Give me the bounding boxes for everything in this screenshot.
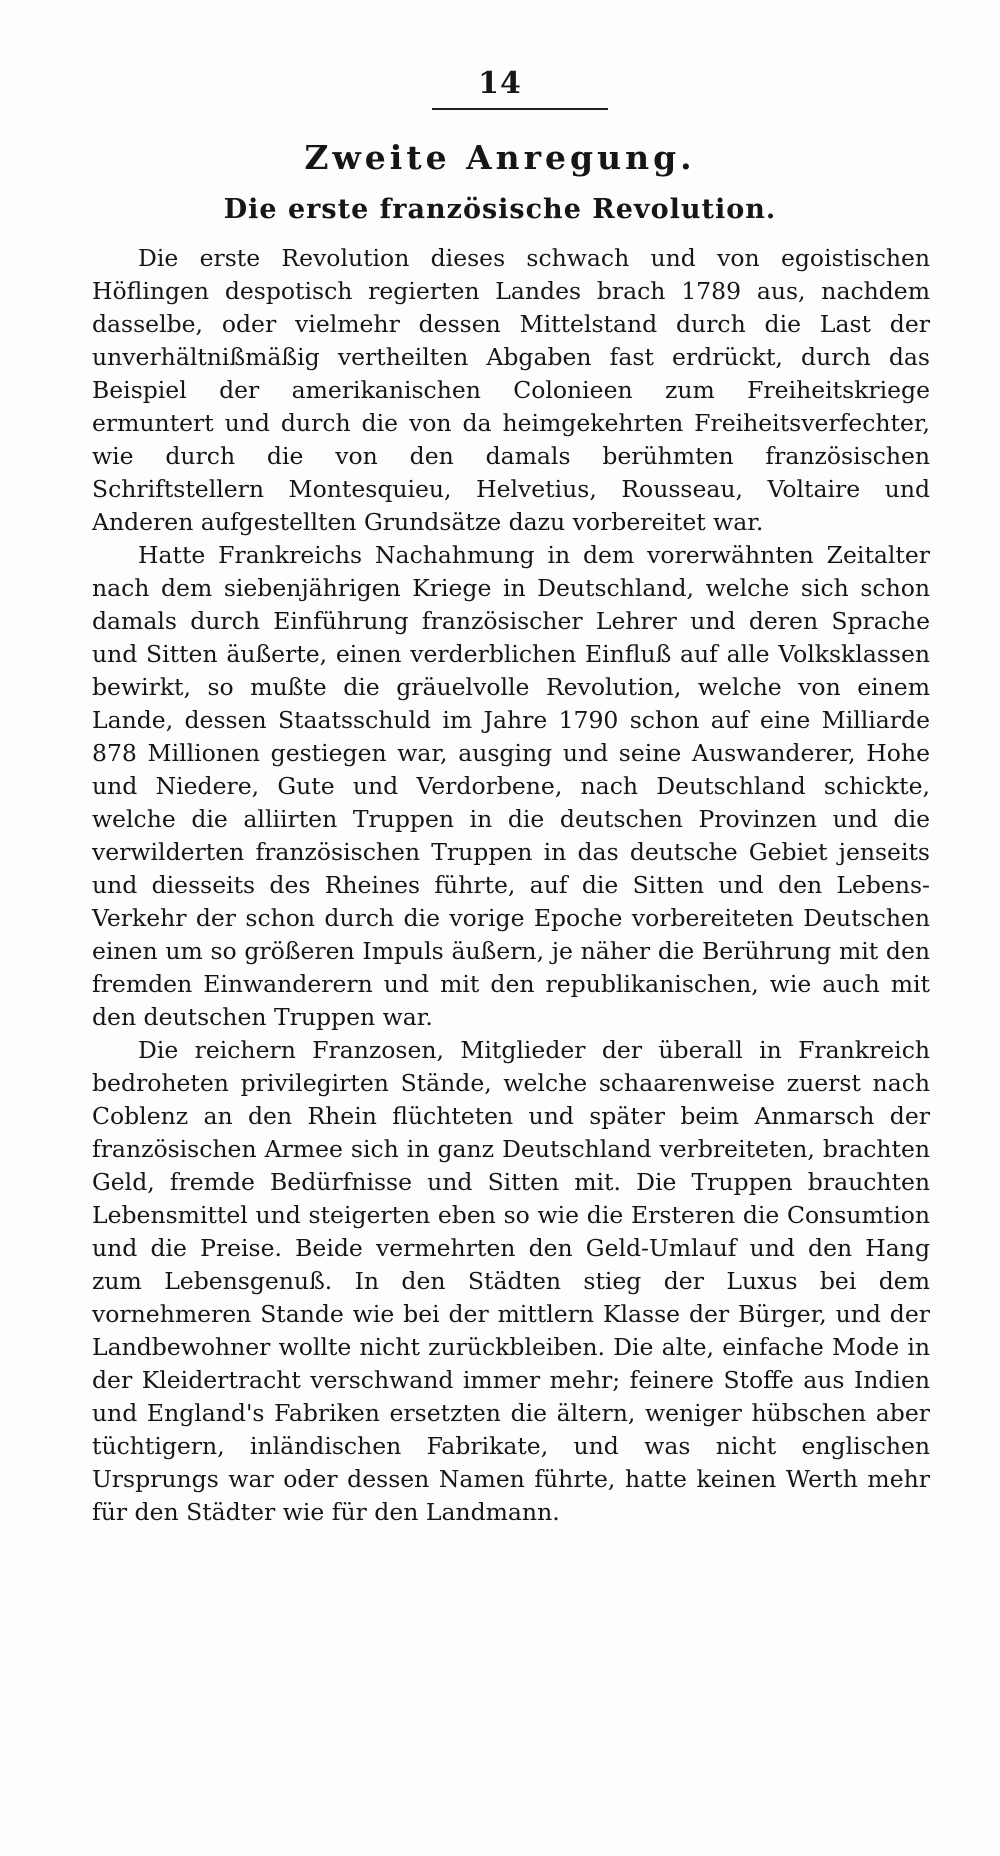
page-number: 14 (478, 66, 522, 101)
paragraph: Die reichern Franzosen, Mitglieder der überall in Frankreich bedroheten privilegirten Stände, welche schaarenweise zuerst nach Coblenz an den Rhein flüchteten und später beim Anmarsch der französischen Armee sich in ganz Deutschland verbreiteten, brachten Geld, fremde Bedürfnisse und Sitten mit. Die Truppen brauchten Lebensmittel und steigerten eben so wie die Ersteren die Consumtion und die Preise. Beide vermehrten den Geld-Umlauf und den Hang zum Lebensgenuß. In den Städten stieg der Luxus bei dem vornehmeren Stande wie bei der mittlern Klasse der Bürger, und der Landbewohner wollte nicht zurückbleiben. Die alte, einfache Mode in der Kleidertracht verschwand immer mehr; feinere Stoffe aus Indien und England's Fabriken ersetzten die ältern, weniger hübschen aber tüchtigern, inländischen Fabrikate, und was nicht englischen Ursprungs war oder dessen Namen führte, hatte keinen Werth mehr für den Städter wie für den Landmann. (92, 1036, 930, 1526)
paragraph: Die erste Revolution dieses schwach und von egoistischen Höflingen despotisch regierten Landes brach 1789 aus, nachdem dasselbe, oder vielmehr dessen Mittelstand durch die Last der unverhältnißmäßig vertheilten Abgaben fast erdrückt, durch das Beispiel der amerikanischen Colonieen zum Freiheitskriege ermuntert und durch die von da heimgekehrten Freiheitsverfechter, wie durch die von den damals berühmten französischen Schriftstellern Montesquieu, Helvetius, Rousseau, Voltaire und Anderen aufgestellten Grundsätze dazu vorbereitet war. (92, 244, 930, 536)
paragraph: Hatte Frankreichs Nachahmung in dem vorerwähnten Zeitalter nach dem siebenjährigen Kriege in Deutschland, welche sich schon damals durch Einführung französischer Lehrer und deren Sprache und Sitten äußerte, einen verderblichen Einfluß auf alle Volksklassen bewirkt, so mußte die gräuelvolle Revolution, welche von einem Lande, dessen Staatsschuld im Jahre 1790 schon auf eine Milliarde 878 Millionen gestiegen war, ausging und seine Auswanderer, Hohe und Niedere, Gute und Verdorbene, nach Deutschland schickte, welche die alliirten Truppen in die deutschen Provinzen und die verwilderten französischen Truppen in das deutsche Gebiet jenseits und diesseits des Rheines führte, auf die Sitten und den Lebens-Verkehr der schon durch die vorige Epoche vorbereiteten Deutschen einen um so größeren Impuls äußern, je näher die Berührung mit den fremden Einwanderern und mit den republikanischen, wie auch mit den deutschen Truppen war. (92, 541, 930, 1031)
header-rule (432, 108, 608, 110)
chapter-heading: Zweite Anregung. (304, 138, 696, 177)
body-text (92, 242, 930, 1529)
chapter-subheading: Die erste französische Revolution. (223, 194, 777, 225)
